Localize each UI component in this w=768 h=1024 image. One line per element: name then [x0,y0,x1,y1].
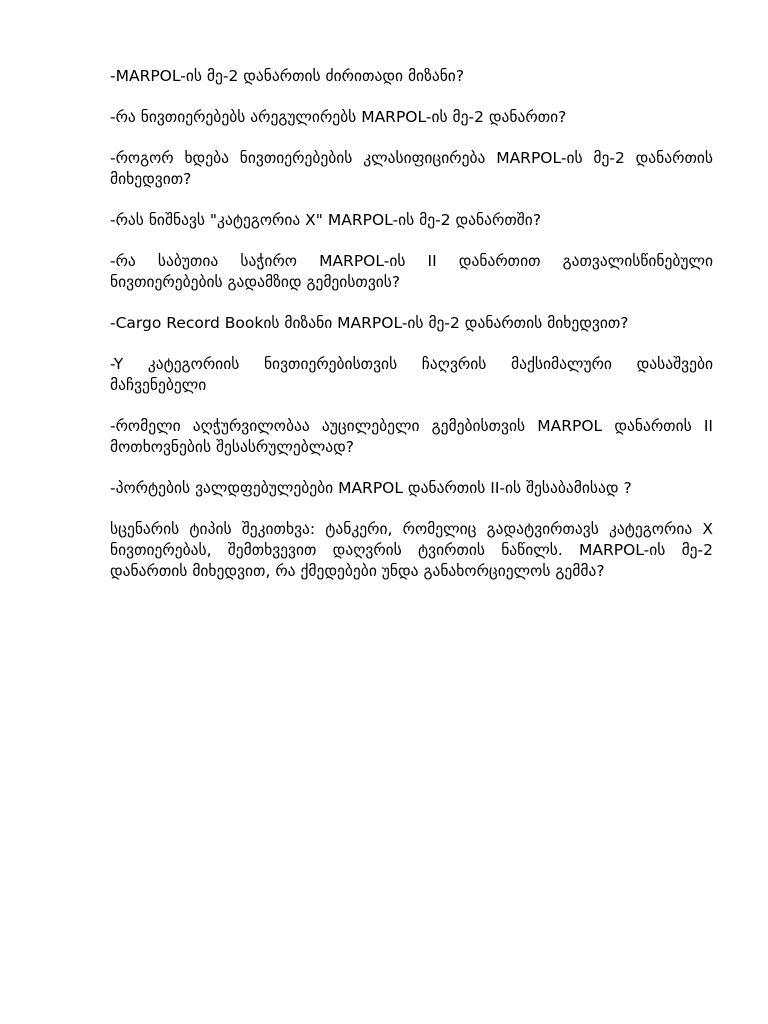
question-8: -რომელი აღჭურვილობაა აუცილებელი გემებისთვის MARPOL დანართის II მოთხოვნების შესასრულებლად? [110,417,713,456]
question-4: -რას ნიშნავს "კატეგორია X" MARPOL-ის მე-2 დანართში? [110,211,542,229]
question-2: -რა ნივთიერებებს არეგულირებს MARPOL-ის მე-2 დანართი? [110,108,567,126]
question-5: -რა საბუთია საჭირო MARPOL-ის II დანართით გათვალისწინებული ნივთიერებების გადამზიდ გემეისთვის? [110,252,713,291]
question-6: -Cargo Record Bookის მიზანი MARPOL-ის მე-2 დანართის მიხედვით? [110,314,629,332]
question-7: -Y კატეგორიის ნივთიერებისთვის ჩაღვრის მაქსიმალური დასაშვები მაჩვენებელი [110,355,713,394]
scenario-question: სცენარის ტიპის შეკითხვა: ტანკერი, რომელიც გადატვირთავს კატეგორია X ნივთიერებას, შემთხვევით დაღვრის ტვირთის ნაწილს. MARPOL-ის მე-2 დანართის მიხედვით, რა ქმედებები უნდა განახორციელოს გემმა? [110,520,713,580]
question-1: -MARPOL-ის მე-2 დანართის ძირითადი მიზანი? [110,67,465,85]
document-page [110,66,713,602]
question-3: -როგორ ხდება ნივთიერებების კლასიფიცირება MARPOL-ის მე-2 დანართის მიხედვით? [110,149,713,188]
question-9: -პორტების ვალდფებულებები MARPOL დანართის II-ის შესაბამისად ? [110,479,632,497]
